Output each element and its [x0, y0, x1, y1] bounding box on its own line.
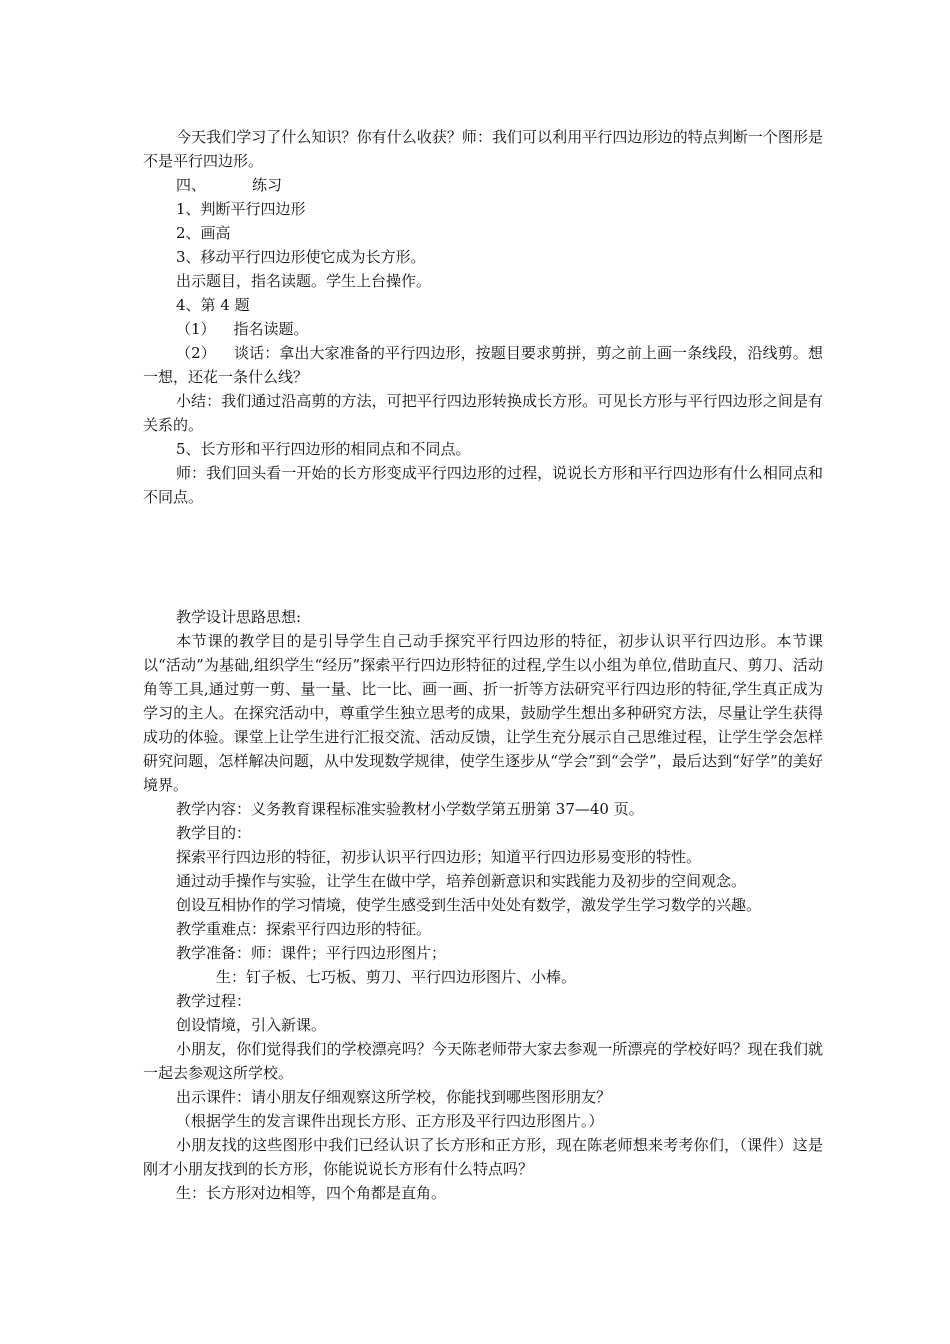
paragraph-summary-question: 今天我们学习了什么知识？你有什么收获？师：我们可以利用平行四边形边的特点判断一个图形是不是平行四边形。: [143, 128, 823, 170]
paragraph-key-points: 教学重难点：探索平行四边形的特征。: [176, 920, 432, 938]
paragraph-content: 教学内容：义务教育课程标准实验教材小学数学第五册第 37—40 页。: [176, 800, 644, 818]
paragraph: 小朋友找的这些图形中我们已经认识了长方形和正方形，现在陈老师想来考考你们，（课件）这是刚才小朋友找到的长方形，你能说说长方形有什么特点吗？: [143, 1136, 823, 1178]
section-spacer: [143, 509, 823, 605]
paragraph: 生：长方形对边相等，四个角都是直角。: [176, 1184, 447, 1202]
sub-item-number: （1）: [176, 320, 216, 338]
paragraph-design-idea: 本节课的教学目的是引导学生自己动手探究平行四边形的特征，初步认识平行四边形。本节课以“活动”为基础,组织学生“经历”探索平行四边形特征的过程,学生以小组为单位,借助直尺、剪刀、活动角等工具,通过剪一剪、量一量、比一比、画一画、折一折等方法研究平行四边形的特征,学生真正成为学习的主人。在探究活动中，尊重学生独立思考的成果，鼓励学生想出多种研究方法，尽量让学生获得成功的体验。课堂上让学生进行汇报交流、活动反馈，让学生充分展示自己思维过程，让学生学会怎样研究问题，怎样解决问题，从中发现数学规律，使学生逐步从“学会”到“会学”，最后达到“好学”的美好境界。: [143, 632, 823, 794]
list-item: 2、画高: [176, 224, 231, 242]
heading-practice: [143, 173, 823, 197]
paragraph-objective: 通过动手操作与实验，让学生在做中学，培养创新意识和实践能力及初步的空间观念。: [176, 872, 747, 890]
paragraph-objectives-heading: 教学目的：: [176, 824, 252, 842]
paragraph: 小朋友，你们觉得我们的学校漂亮吗？今天陈老师带大家去参观一所漂亮的学校好吗？现在我们就一起去参观这所学校。: [143, 1040, 823, 1082]
sub-item-2: [143, 341, 823, 389]
paragraph-objective: 创设互相协作的学习情境，使学生感受到生活中处处有数学，激发学生学习数学的兴趣。: [176, 896, 762, 914]
paragraph-summary: 小结：我们通过沿高剪的方法，可把平行四边形转换成长方形。可见长方形与平行四边形之间是有关系的。: [143, 392, 823, 434]
paragraph: 出示题目，指名读题。学生上台操作。: [176, 272, 432, 290]
sub-item-number: （2）: [176, 344, 216, 362]
heading-text: 练习: [252, 176, 283, 194]
paragraph: 出示课件：请小朋友仔细观察这所学校，你能找到哪些图形朋友？: [176, 1088, 612, 1106]
paragraph: 师：我们回头看一开始的长方形变成平行四边形的过程，说说长方形和平行四边形有什么相同点和不同点。: [143, 464, 823, 506]
paragraph-preparation: 教学准备：师：课件；平行四边形图片；: [176, 944, 447, 962]
paragraph-objective: 探索平行四边形的特征，初步认识平行四边形；知道平行四边形易变形的特性。: [176, 848, 702, 866]
paragraph: 创设情境，引入新课。: [176, 1016, 327, 1034]
heading-number: 四、: [176, 176, 207, 194]
sub-item-text: 谈话：拿出大家准备的平行四边形，按题目要求剪拼，剪之前上画一条线段，沿线剪。想一想，还花一条什么线？: [143, 344, 823, 386]
paragraph-process-heading: 教学过程：: [176, 992, 252, 1010]
document-body: [143, 125, 823, 1205]
paragraph-preparation-student: 生：钉子板、七巧板、剪刀、平行四边形图片、小棒。: [216, 968, 577, 986]
list-item: 3、移动平行四边形使它成为长方形。: [176, 248, 426, 266]
section-heading: 教学设计思路思想:: [176, 608, 302, 626]
paragraph: （根据学生的发言课件出现长方形、正方形及平行四边形图片。）: [176, 1112, 604, 1130]
list-item: 1、判断平行四边形: [176, 200, 306, 218]
sub-item-text: 指名读题。: [233, 320, 309, 338]
list-item: 5、长方形和平行四边形的相同点和不同点。: [176, 440, 471, 458]
list-item: 4、第 4 题: [176, 296, 250, 314]
sub-item-1: [143, 317, 823, 341]
